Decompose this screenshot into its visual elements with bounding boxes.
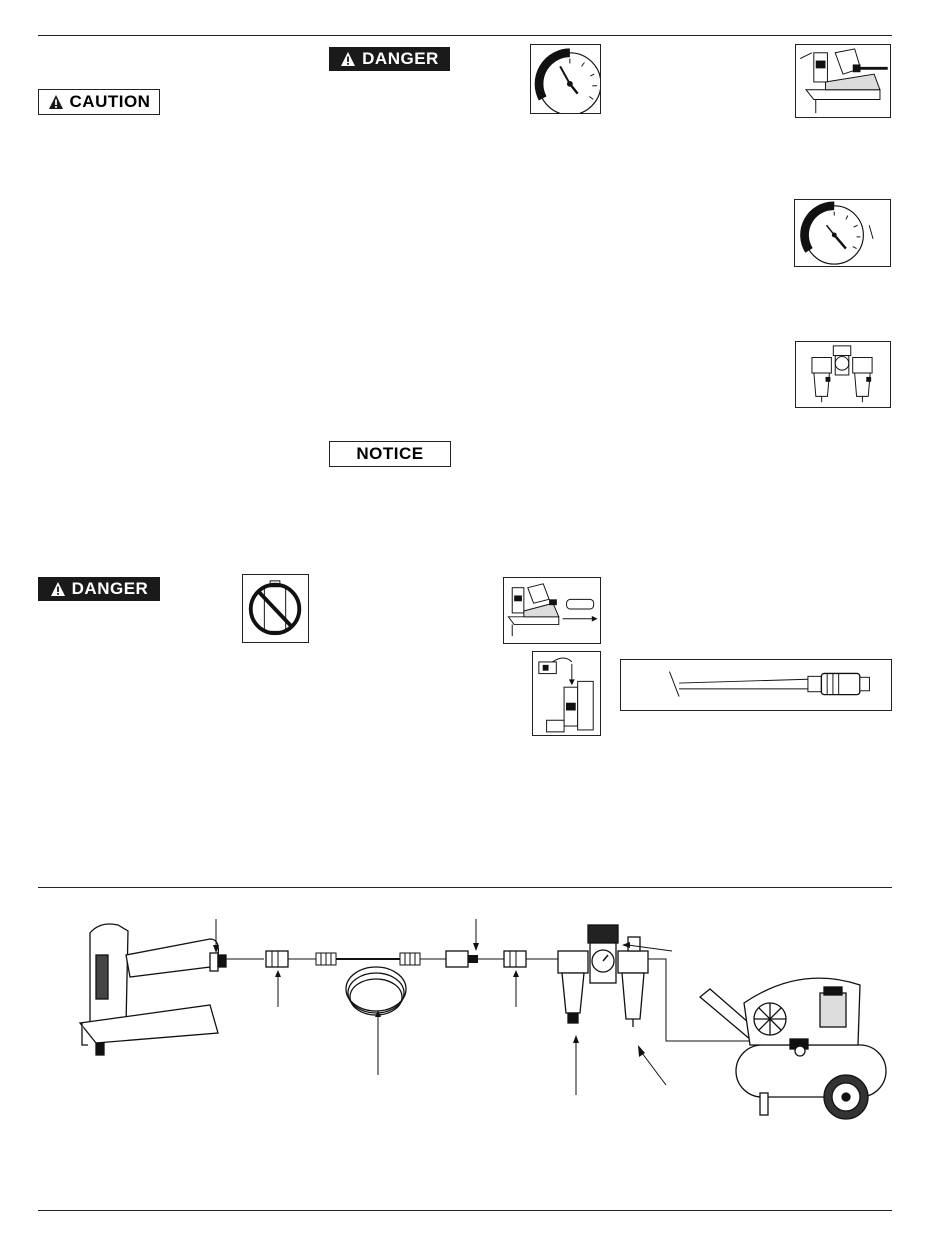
nailer-hose-connection-illustration [795, 44, 891, 118]
danger-label-text: DANGER [362, 49, 439, 68]
caution-label-text: CAUTION [69, 92, 151, 111]
pressure-gauge-illustration [530, 44, 601, 114]
caution-label [38, 89, 160, 115]
nailer-disconnect-air-illustration [503, 577, 601, 644]
warning-triangle-icon [48, 94, 64, 110]
notice-label [329, 441, 451, 467]
pressure-gauge-closeup-illustration [794, 199, 891, 267]
bottom-rule [38, 1210, 892, 1211]
air-system-setup-diagram [60, 915, 890, 1127]
danger-label-lower-text: DANGER [71, 579, 149, 598]
warning-triangle-icon [50, 581, 66, 597]
warning-triangle-icon [340, 51, 356, 67]
no-bottled-gas-symbol [242, 574, 309, 643]
nailer-oil-inlet-illustration [532, 651, 601, 736]
danger-label-top [329, 47, 450, 71]
filter-regulator-lubricator-illustration [795, 341, 891, 408]
finish-nailer [80, 924, 226, 1055]
section-rule [38, 887, 892, 888]
danger-label-lower [38, 577, 160, 601]
air-hose-coupler-illustration [620, 659, 892, 711]
notice-label-text: NOTICE [356, 444, 424, 463]
top-rule [38, 35, 892, 36]
